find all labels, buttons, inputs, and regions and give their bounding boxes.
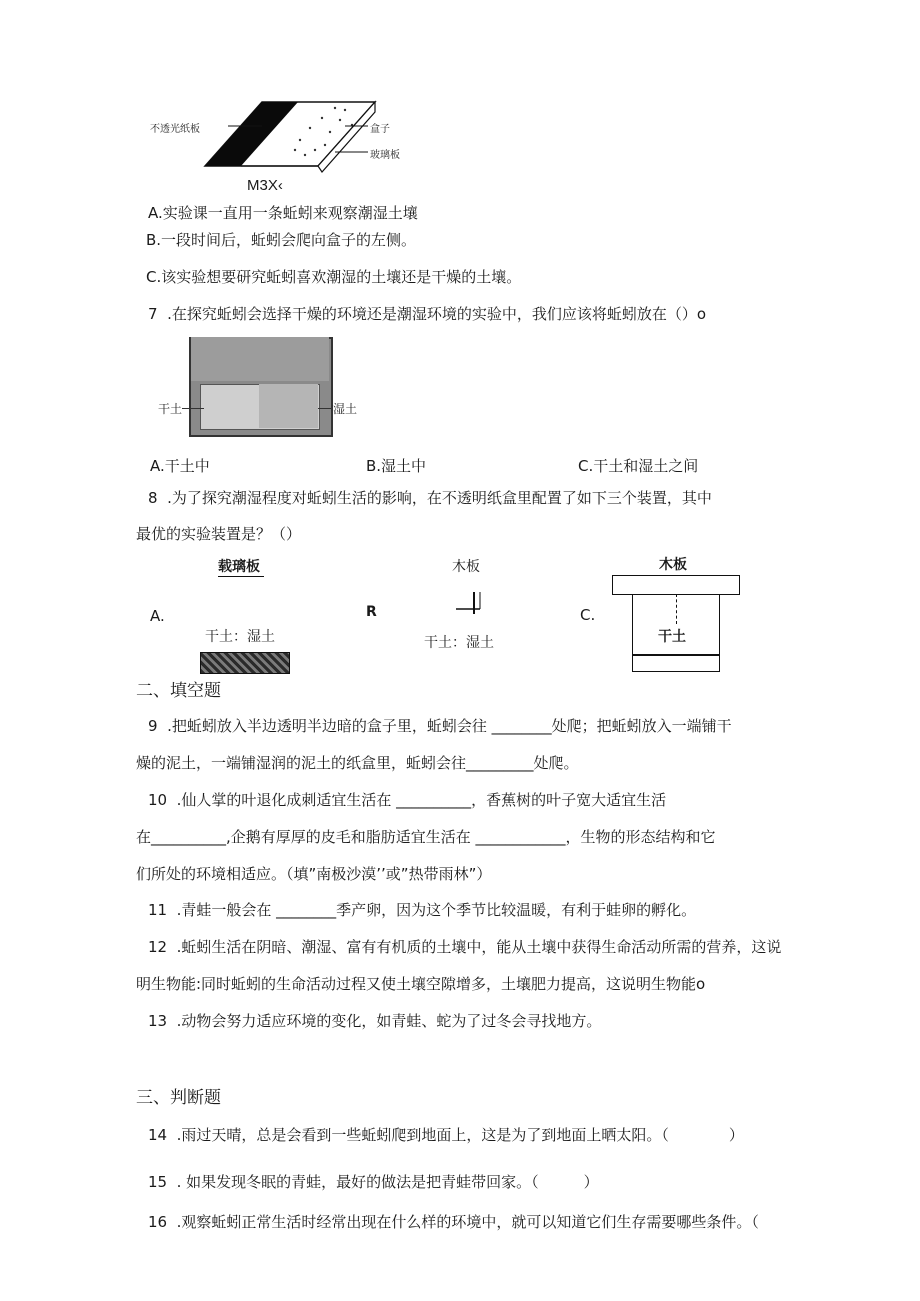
q7-option-b: B.湿土中	[366, 457, 427, 475]
device-c-dash	[676, 594, 677, 624]
q11-number: 11	[148, 901, 168, 919]
figure-caption: M3X‹	[247, 177, 283, 194]
device-b-title: 木板	[452, 559, 480, 575]
section-fill-blank-title: 二、填空题	[136, 681, 221, 701]
q13-number: 13	[148, 1012, 168, 1030]
q9-line2: 燥的泥土，一端铺湿润的泥土的纸盒里，蚯蚓会往_________处爬。	[136, 754, 579, 772]
q6-option-a: A.实验课一直用一条蚯蚓来观察潮湿土壤	[148, 204, 418, 222]
q14: 14 .雨过天晴，总是会看到一些蚯蚓爬到地面上，这是为了到地面上晒太阳。（ ）	[148, 1126, 744, 1144]
q15: 15 . 如果发现冬眠的青蛙，最好的做法是把青蛙带回家。（ ）	[148, 1173, 599, 1191]
q12-number: 12	[148, 938, 168, 956]
label-wet-soil: 湿土	[333, 402, 358, 416]
q13: 13 .动物会努力适应环境的变化，如青蛙、蛇为了过冬会寻找地方。	[148, 1012, 602, 1030]
q15-number: 15	[148, 1173, 168, 1191]
label-dry-soil: 干土	[158, 402, 183, 416]
device-c-soil-label: 干土	[658, 629, 686, 645]
q7-number: 7	[148, 305, 158, 323]
q10-number: 10	[148, 791, 168, 809]
device-b-letter: R	[366, 604, 377, 620]
device-c-board	[612, 575, 740, 595]
q10-line3: 们所处的环境相适应。（填”南极沙漠’’或”热带雨林”）	[136, 865, 492, 883]
q9-number: 9	[148, 717, 158, 735]
q7-text: .在探究蚯蚓会选择干燥的环境还是潮湿环境的实验中，我们应该将蚯蚓放在（）o	[167, 305, 707, 323]
device-b-soil-label: 干土：湿土	[424, 635, 494, 651]
q8-question-line2: 最优的实验装置是？（）	[136, 525, 302, 543]
device-a-letter: A.	[150, 607, 165, 625]
device-c-title: 木板	[659, 554, 687, 574]
label-opaque-paper: 不透光纸板	[150, 124, 200, 135]
q16-number: 16	[148, 1213, 168, 1231]
q14-number: 14	[148, 1126, 168, 1144]
device-c-letter: C.	[580, 606, 596, 624]
q10-line1: 10 .仙人掌的叶退化成刺适宜生活在 __________，香蕉树的叶子宽大适宜生活	[148, 791, 667, 809]
q8-number: 8	[148, 489, 158, 507]
label-box: 盒子	[370, 124, 390, 135]
device-a-title: 载璃板	[218, 559, 260, 575]
device-c-floor-line	[632, 654, 720, 656]
q12-line2: 明生物能:同时蚯蚓的生命活动过程又使土壤空隙增多，土壤肥力提高，这说明生物能o	[136, 975, 706, 993]
device-a-soil-label: 干土：湿土	[205, 629, 275, 645]
q7-option-c: C.干土和湿土之间	[578, 457, 699, 475]
q7-option-a: A.干土中	[150, 457, 210, 475]
q16: 16 .观察蚯蚓正常生活时经常出现在什么样的环境中，就可以知道它们生存需要哪些条件。（	[148, 1213, 759, 1231]
q6-option-b: B.一段时间后，蚯蚓会爬向盒子的左侧。	[146, 231, 417, 249]
label-glass: 玻璃板	[370, 150, 400, 161]
section-judgment-title: 三、判断题	[136, 1088, 221, 1108]
q8-question-line1: 8 .为了探究潮湿程度对蚯蚓生活的影响，在不透明纸盒里配置了如下三个装置，其中	[148, 489, 712, 507]
q6-option-c: C.该实验想要研究蚯蚓喜欢潮湿的土壤还是干燥的土壤。	[146, 268, 522, 286]
q10-line2: 在__________,企鹅有厚厚的皮毛和脂肪适宜生活在 ____________，生物的形态结构和它	[136, 828, 716, 846]
q12-line1: 12 .蚯蚓生活在阴暗、潮湿、富有有机质的土壤中，能从土壤中获得生命活动所需的营养，这说	[148, 938, 782, 956]
q9-line1: 9 .把蚯蚓放入半边透明半边暗的盒子里，蚯蚓会往 ________处爬；把蚯蚓放入一端铺干	[148, 717, 732, 735]
q11: 11 .青蛙一般会在 ________季产卵，因为这个季节比较温暖，有利于蛙卵的孵化。	[148, 901, 697, 919]
